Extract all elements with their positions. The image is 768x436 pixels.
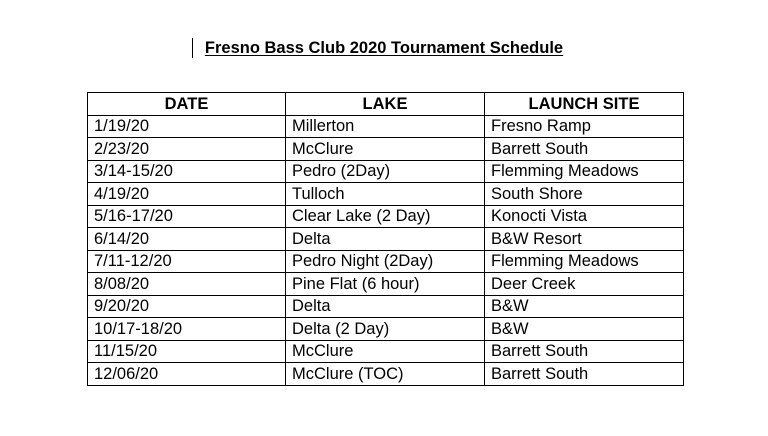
launch-site-cell: Deer Creek: [485, 273, 684, 296]
lake-cell: Delta: [286, 295, 485, 318]
table-row: [88, 205, 684, 228]
date-cell: 11/15/20: [88, 340, 286, 363]
date-cell: 2/23/20: [88, 138, 286, 161]
lake-cell: McClure: [286, 138, 485, 161]
date-cell: 4/19/20: [88, 183, 286, 206]
schedule-table: [87, 92, 684, 386]
launch-site-cell: Fresno Ramp: [485, 115, 684, 138]
document-title-text: Fresno Bass Club 2020 Tournament Schedule: [204, 39, 564, 57]
table-row: [88, 183, 684, 206]
table-row: [88, 318, 684, 341]
table-header-row: [88, 93, 684, 116]
launch-site-cell: B&W Resort: [485, 228, 684, 251]
launch-site-cell: Flemming Meadows: [485, 250, 684, 273]
date-cell: 1/19/20: [88, 115, 286, 138]
date-cell: 8/08/20: [88, 273, 286, 296]
header-date: DATE: [88, 93, 286, 116]
date-cell: 5/16-17/20: [88, 205, 286, 228]
launch-site-cell: Konocti Vista: [485, 205, 684, 228]
table-row: [88, 228, 684, 251]
lake-cell: Clear Lake (2 Day): [286, 205, 485, 228]
date-cell: 9/20/20: [88, 295, 286, 318]
launch-site-cell: South Shore: [485, 183, 684, 206]
date-cell: 7/11-12/20: [88, 250, 286, 273]
table-row: [88, 340, 684, 363]
table-row: [88, 250, 684, 273]
table-row: [88, 273, 684, 296]
lake-cell: Pedro (2Day): [286, 160, 485, 183]
launch-site-cell: B&W: [485, 318, 684, 341]
lake-cell: Pedro Night (2Day): [286, 250, 485, 273]
header-lake: LAKE: [286, 93, 485, 116]
date-cell: 10/17-18/20: [88, 318, 286, 341]
lake-cell: McClure (TOC): [286, 363, 485, 386]
launch-site-cell: Barrett South: [485, 363, 684, 386]
document-title: [0, 38, 768, 58]
table-row: [88, 295, 684, 318]
date-cell: 6/14/20: [88, 228, 286, 251]
date-cell: 12/06/20: [88, 363, 286, 386]
lake-cell: Delta: [286, 228, 485, 251]
date-cell: 3/14-15/20: [88, 160, 286, 183]
lake-cell: Pine Flat (6 hour): [286, 273, 485, 296]
lake-cell: McClure: [286, 340, 485, 363]
lake-cell: Millerton: [286, 115, 485, 138]
launch-site-cell: Barrett South: [485, 340, 684, 363]
table-row: [88, 363, 684, 386]
table-row: [88, 138, 684, 161]
table-row: [88, 115, 684, 138]
launch-site-cell: Flemming Meadows: [485, 160, 684, 183]
text-cursor: [192, 38, 193, 58]
lake-cell: Delta (2 Day): [286, 318, 485, 341]
table-row: [88, 160, 684, 183]
lake-cell: Tulloch: [286, 183, 485, 206]
launch-site-cell: B&W: [485, 295, 684, 318]
header-launch-site: LAUNCH SITE: [485, 93, 684, 116]
launch-site-cell: Barrett South: [485, 138, 684, 161]
